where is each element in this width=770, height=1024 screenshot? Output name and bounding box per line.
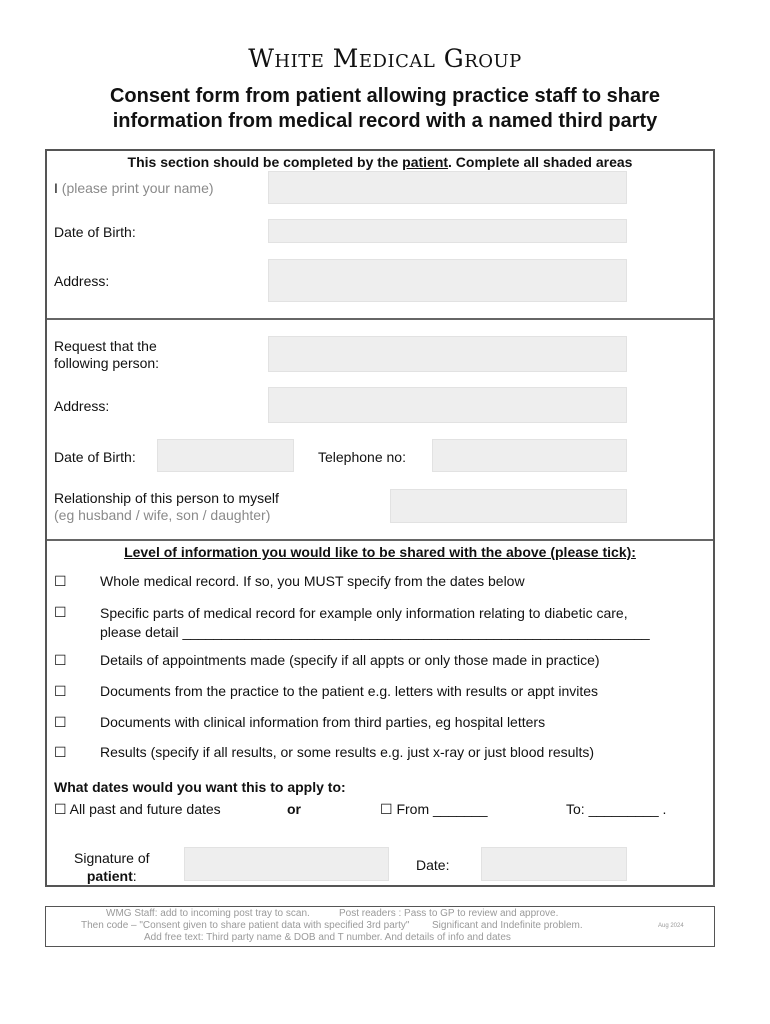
intro-text-end: . Complete all shaded areas xyxy=(448,154,633,170)
request-label-line2: following person: xyxy=(54,355,160,371)
request-person-label xyxy=(54,338,159,372)
problem-instruction: Significant and Indefinite problem. xyxy=(432,920,583,931)
relationship-label xyxy=(54,490,279,524)
section-divider xyxy=(47,539,713,541)
option-specific-parts-line1: Specific parts of medical record for example only information relating to diabetic care, xyxy=(100,605,628,621)
third-party-address-label: Address: xyxy=(54,398,110,414)
third-party-address-field[interactable] xyxy=(268,387,627,423)
signature-label xyxy=(74,849,150,885)
telephone-field[interactable] xyxy=(432,439,627,472)
staff-instructions-box xyxy=(45,906,715,947)
patient-address-field[interactable] xyxy=(268,259,627,302)
patient-name-field[interactable] xyxy=(268,171,627,204)
org-name: White Medical Group xyxy=(248,44,522,73)
option-whole-record: Whole medical record. If so, you MUST specify from the dates below xyxy=(100,573,525,589)
results-checkbox[interactable]: ☐ xyxy=(54,744,67,760)
signature-label-patient: patient xyxy=(86,868,133,884)
option-specific-parts xyxy=(100,604,650,642)
or-label: or xyxy=(287,801,301,817)
dates-heading: What dates would you want this to apply to: xyxy=(54,779,346,795)
relationship-hint: (eg husband / wife, son / daughter) xyxy=(54,507,271,523)
version-tag: Aug 2024 xyxy=(658,923,684,929)
name-label-hint: (please print your name) xyxy=(61,180,214,196)
patient-name-label xyxy=(54,180,214,196)
third-party-name-field[interactable] xyxy=(268,336,627,372)
code-instruction: Then code – "Consent given to share patient data with specified 3rd party" xyxy=(81,920,410,931)
relationship-label-line1: Relationship of this person to myself xyxy=(54,490,279,506)
section-divider xyxy=(47,318,713,320)
form-title-line1: Consent form from patient allowing practice staff to share xyxy=(109,85,661,107)
staff-instruction-line1: WMG Staff: add to incoming post tray to scan. xyxy=(106,908,310,919)
to-date-field[interactable]: To: _________ . xyxy=(566,801,667,817)
all-dates-option[interactable]: ☐ All past and future dates xyxy=(54,801,221,817)
option-specific-parts-detail: please detail ____________________________________________________________ xyxy=(100,624,650,640)
patient-address-label: Address: xyxy=(54,273,110,289)
request-label-line1: Request that the xyxy=(54,338,157,354)
whole-record-checkbox[interactable]: ☐ xyxy=(54,573,67,589)
free-text-instruction: Add free text: Third party name & DOB and T number. And details of info and dates xyxy=(144,932,511,943)
signature-date-label: Date: xyxy=(416,857,450,873)
option-practice-documents: Documents from the practice to the patient e.g. letters with results or appt invites xyxy=(100,683,599,699)
signature-label-colon: : xyxy=(132,868,137,884)
appointments-checkbox[interactable]: ☐ xyxy=(54,652,67,668)
option-appointments: Details of appointments made (specify if all appts or only those made in practice) xyxy=(100,652,600,668)
intro-text: This section should be completed by the xyxy=(127,154,403,170)
practice-documents-checkbox[interactable]: ☐ xyxy=(54,683,67,699)
specific-parts-checkbox[interactable]: ☐ xyxy=(54,604,67,620)
name-label-i: I xyxy=(54,180,58,196)
form-title-line2: information from medical record with a named third party xyxy=(112,110,658,132)
relationship-field[interactable] xyxy=(390,489,627,523)
information-level-heading: Level of information you would like to be shared with the above (please tick): xyxy=(124,544,636,560)
intro-patient-underlined: patient xyxy=(402,154,449,170)
clinical-documents-checkbox[interactable]: ☐ xyxy=(54,714,67,730)
third-party-dob-field[interactable] xyxy=(157,439,294,472)
option-clinical-documents: Documents with clinical information from third parties, eg hospital letters xyxy=(100,714,546,730)
patient-section-intro xyxy=(47,154,713,170)
form-title xyxy=(40,84,730,134)
third-party-dob-label: Date of Birth: xyxy=(54,449,136,465)
signature-date-field[interactable] xyxy=(481,847,627,881)
signature-field[interactable] xyxy=(184,847,389,881)
consent-form xyxy=(45,149,715,887)
post-readers-instruction: Post readers : Pass to GP to review and approve. xyxy=(339,908,559,919)
option-results: Results (specify if all results, or some results e.g. just x-ray or just blood results) xyxy=(100,744,595,760)
patient-dob-field[interactable] xyxy=(268,219,627,243)
signature-label-line1: Signature of xyxy=(74,850,150,866)
telephone-label: Telephone no: xyxy=(318,449,406,465)
from-date-option[interactable]: ☐ From _______ xyxy=(380,801,488,817)
patient-dob-label: Date of Birth: xyxy=(54,224,136,240)
